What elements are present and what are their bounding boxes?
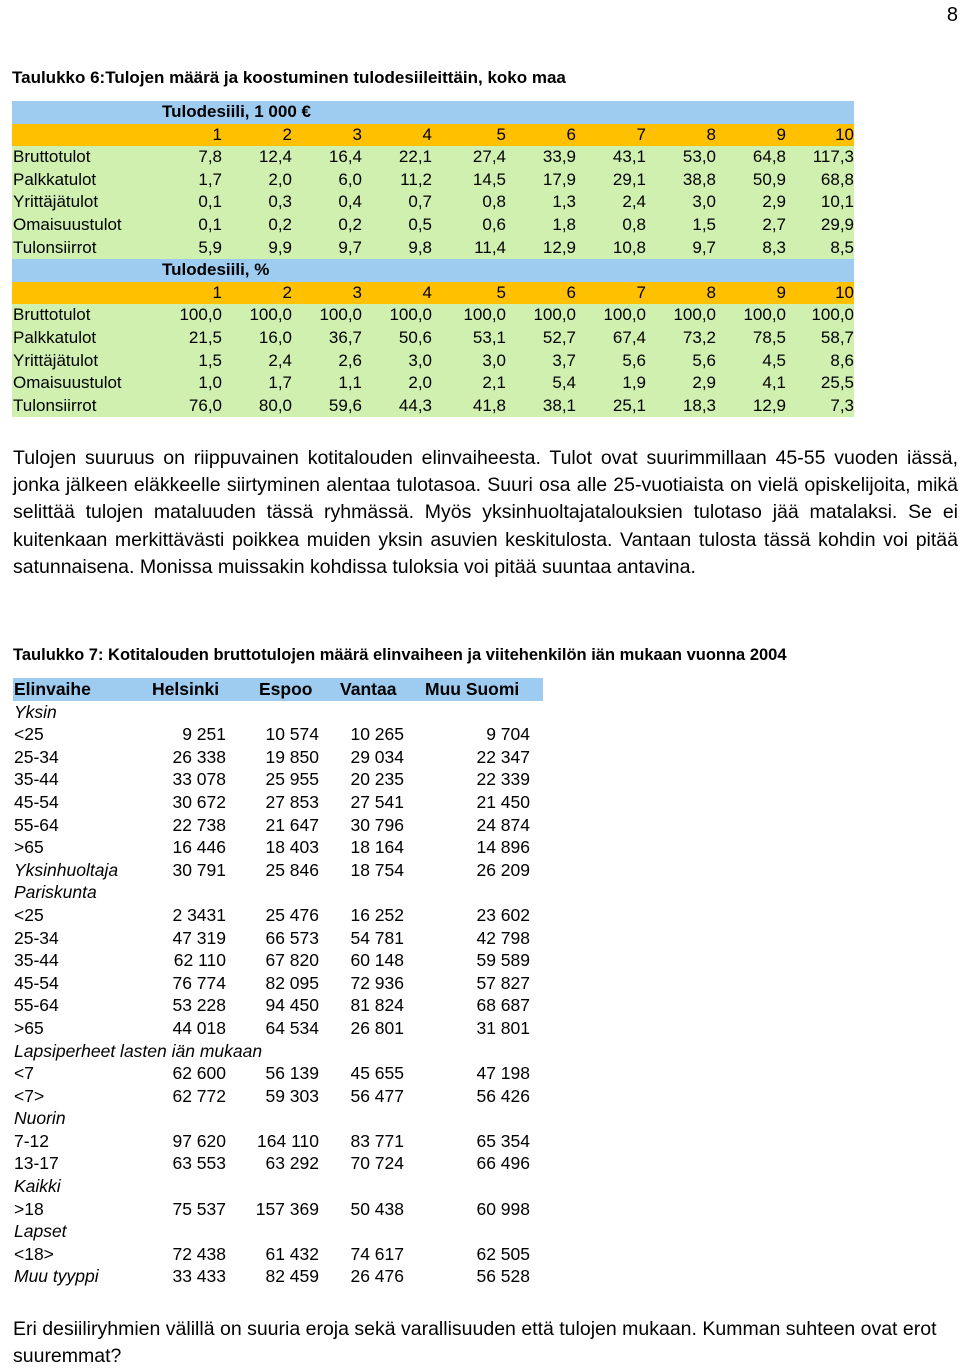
table-cell: 41,8	[472, 395, 506, 415]
table7-header-row	[13, 678, 543, 701]
table-cell: 29,9	[820, 214, 854, 234]
table-row	[12, 327, 854, 350]
table-cell: 27 541	[350, 791, 404, 812]
column-header: Elinvaihe	[14, 679, 91, 699]
table-row	[12, 350, 854, 373]
table-cell: 0,5	[408, 214, 432, 234]
table-cell: 9,7	[692, 237, 716, 257]
table-cell: 62 772	[172, 1085, 226, 1106]
column-header: Espoo	[259, 679, 313, 699]
table-cell: 2,0	[268, 169, 292, 189]
table-cell: 9 704	[486, 724, 530, 745]
row-label: >65	[14, 1017, 44, 1038]
table-cell: 0,3	[268, 192, 292, 212]
table-cell: 66 496	[476, 1153, 530, 1174]
row-label: 45-54	[14, 791, 59, 812]
row-label: Yrittäjätulot	[13, 350, 99, 370]
table-cell: 67 820	[265, 950, 319, 971]
table-cell: 44,3	[398, 395, 432, 415]
group-heading-row	[13, 1175, 543, 1198]
row-label: Yrittäjätulot	[13, 192, 99, 212]
table-cell: 23 602	[476, 904, 530, 925]
table-row	[13, 1152, 543, 1175]
table6	[12, 101, 854, 417]
table-row	[12, 304, 854, 327]
table-cell: 68 687	[476, 995, 530, 1016]
row-label: Omaisuustulot	[13, 214, 122, 234]
table-cell: 1,5	[692, 214, 716, 234]
row-label: Omaisuustulot	[13, 373, 122, 393]
table-cell: 1,0	[198, 373, 222, 393]
table-cell: 0,4	[338, 192, 362, 212]
table-cell: 2,4	[268, 350, 292, 370]
table-cell: 16 252	[350, 904, 404, 925]
table-cell: 0,1	[198, 214, 222, 234]
decile-number: 6	[566, 282, 576, 302]
table-row	[12, 395, 854, 418]
table-row	[13, 1243, 543, 1266]
row-label: Palkkatulot	[13, 169, 97, 189]
table-cell: 5,9	[198, 237, 222, 257]
decile-number: 3	[352, 124, 362, 144]
table-cell: 33 433	[172, 1266, 226, 1287]
body-paragraph: Tulojen suuruus on riippuvainen kotitalouden elinvaiheesta. Tulot ovat suurimmillaan 45-55 vuoden iässä, jonka jälkeen eläkkeelle siirtyminen alentaa tulotasoa. Suuri osa alle 25-vuotiaista on vielä opiskelijoita, mikä selittää tulojen mataluuden tässä ryhmässä. Myös yksinhuoltajatalouksien tulotaso jää matalaksi. Se ei kuitenkaan merkittävästi poikkea muiden yksin asuvien keskitulosta. Vantaan tulosta tässä kohdin voi pitää satunnaisena. Monissa muissakin kohdissa tuloksia voi pitää suuntaa antavina.	[13, 447, 958, 578]
table6-title: Taulukko 6:Tulojen määrä ja koostuminen tulodesiileittäin, koko maa	[12, 68, 566, 87]
page-number: 8	[946, 4, 958, 26]
row-label: Pariskunta	[14, 882, 97, 903]
table-cell: 94 450	[265, 995, 319, 1016]
row-label: 25-34	[14, 746, 59, 767]
decile-number: 1	[212, 282, 222, 302]
table-cell: 0,2	[338, 214, 362, 234]
question-text: Eri desiiliryhmien välillä on suuria eroja sekä varallisuuden että tulojen mukaan. Kumman suhteen ovat erot suuremmat?	[13, 1318, 937, 1368]
table-cell: 1,3	[552, 192, 576, 212]
table-row	[13, 768, 543, 791]
table-cell: 4,5	[762, 350, 786, 370]
decile-number: 6	[566, 124, 576, 144]
table-cell: 20 235	[350, 769, 404, 790]
table-cell: 0,2	[268, 214, 292, 234]
table-cell: 26 338	[172, 746, 226, 767]
table-cell: 62 110	[173, 950, 226, 971]
table-cell: 0,8	[622, 214, 646, 234]
decile-number: 10	[835, 282, 854, 302]
table-cell: 18 164	[350, 837, 404, 858]
table-cell: 50,6	[398, 327, 432, 347]
table-cell: 27,4	[472, 147, 506, 167]
table-cell: 7,3	[830, 395, 854, 415]
table-cell: 44 018	[172, 1017, 226, 1038]
table-cell: 11,4	[474, 237, 506, 257]
table-cell: 80,0	[258, 395, 292, 415]
table-row	[13, 904, 543, 927]
decile-number: 7	[636, 124, 646, 144]
decile-number: 2	[282, 124, 292, 144]
table7	[13, 678, 543, 1288]
table-cell: 5,4	[552, 373, 576, 393]
table-cell: 31 801	[476, 1017, 530, 1038]
table-row	[13, 836, 543, 859]
row-label: 35-44	[14, 769, 59, 790]
table-cell: 1,9	[622, 373, 646, 393]
row-label: <7>	[14, 1085, 45, 1106]
table-cell: 10 574	[265, 724, 319, 745]
table-cell: 2,7	[762, 214, 786, 234]
table-cell: 54 781	[350, 927, 404, 948]
table-cell: 81 824	[350, 995, 404, 1016]
table-row	[13, 1265, 543, 1288]
group-heading-row	[13, 701, 543, 724]
row-label: Muu tyyppi	[14, 1266, 99, 1287]
table-cell: 12,9	[542, 237, 576, 257]
table-cell: 72 936	[350, 972, 404, 993]
row-label: Bruttotulot	[13, 305, 91, 325]
decile-number: 8	[706, 124, 716, 144]
table-cell: 45 655	[350, 1063, 404, 1084]
table-cell: 9,8	[408, 237, 432, 257]
table-cell: 63 292	[265, 1153, 319, 1174]
table-cell: 2,9	[692, 373, 716, 393]
table-cell: 9,7	[338, 237, 362, 257]
table-cell: 60 148	[350, 950, 404, 971]
row-label: Lapsiperheet lasten iän mukaan	[14, 1040, 263, 1061]
decile-number-row	[12, 124, 854, 147]
table-cell: 22 347	[476, 746, 530, 767]
decile-number: 4	[422, 124, 432, 144]
table-cell: 21 647	[265, 814, 319, 835]
row-label: <18>	[14, 1243, 54, 1264]
section-heading-row	[12, 101, 854, 124]
column-header: Vantaa	[340, 679, 397, 699]
table-cell: 1,7	[268, 373, 292, 393]
row-label: >18	[14, 1198, 44, 1219]
table-cell: 61 432	[265, 1243, 319, 1264]
table-cell: 0,1	[198, 192, 222, 212]
table-cell: 157 369	[255, 1198, 319, 1219]
table-cell: 3,7	[552, 350, 576, 370]
table-row	[12, 372, 854, 395]
table-cell: 12,9	[752, 395, 786, 415]
table-cell: 47 319	[172, 927, 226, 948]
table-cell: 100,0	[743, 305, 786, 325]
table-cell: 117,3	[812, 147, 854, 167]
table-cell: 4,1	[762, 373, 786, 393]
table-cell: 66 573	[265, 927, 319, 948]
table-cell: 19 850	[265, 746, 319, 767]
table-cell: 17,9	[542, 169, 576, 189]
table-cell: 74 617	[350, 1243, 404, 1264]
table-cell: 2,4	[622, 192, 646, 212]
table-cell: 72 438	[172, 1243, 226, 1264]
table-cell: 3,0	[408, 350, 432, 370]
table-cell: 26 476	[350, 1266, 404, 1287]
row-label: 35-44	[14, 950, 59, 971]
row-label: 55-64	[14, 814, 59, 835]
row-label: Kaikki	[14, 1176, 61, 1197]
table-cell: 1,5	[198, 350, 222, 370]
section-heading: Tulodesiili, 1 000 €	[162, 102, 311, 121]
table-cell: 2,1	[482, 373, 506, 393]
table-cell: 47 198	[476, 1063, 530, 1084]
row-label: Lapset	[14, 1221, 67, 1242]
table-row	[13, 1062, 543, 1085]
section-heading-row	[12, 259, 854, 282]
table-cell: 78,5	[752, 327, 786, 347]
table-cell: 75 537	[172, 1198, 226, 1219]
table-cell: 100,0	[319, 305, 362, 325]
table-cell: 14 896	[476, 837, 530, 858]
table-cell: 73,2	[682, 327, 716, 347]
table-cell: 100,0	[603, 305, 646, 325]
table-cell: 164 110	[257, 1130, 319, 1151]
table-cell: 53,1	[472, 327, 506, 347]
table-cell: 50 438	[350, 1198, 404, 1219]
table-cell: 10 265	[350, 724, 404, 745]
table-cell: 64,8	[752, 147, 786, 167]
table-row	[12, 191, 854, 214]
table-cell: 38,8	[682, 169, 716, 189]
table-row	[12, 214, 854, 237]
row-label: 7-12	[14, 1130, 50, 1151]
table-cell: 59 303	[265, 1085, 319, 1106]
table-cell: 76 774	[172, 972, 226, 993]
table-cell: 33,9	[542, 147, 576, 167]
table-row	[13, 1130, 543, 1153]
table-cell: 0,6	[482, 214, 506, 234]
group-heading-row	[13, 1220, 543, 1243]
table-cell: 25,1	[612, 395, 646, 415]
table-cell: 56 139	[265, 1063, 319, 1084]
table-row	[13, 859, 543, 882]
decile-number: 5	[496, 124, 506, 144]
table-cell: 68,8	[820, 169, 854, 189]
table-cell: 70 724	[350, 1153, 404, 1174]
row-label: 13-17	[14, 1153, 59, 1174]
table-cell: 64 534	[265, 1017, 319, 1038]
table-cell: 82 459	[265, 1266, 319, 1287]
table-row	[12, 146, 854, 169]
table-cell: 58,7	[820, 327, 854, 347]
table-cell: 26 801	[350, 1017, 404, 1038]
table-cell: 18 403	[265, 837, 319, 858]
table-cell: 21,5	[188, 327, 222, 347]
table-cell: 100,0	[389, 305, 432, 325]
table-cell: 22 738	[172, 814, 226, 835]
table-cell: 3,0	[692, 192, 716, 212]
decile-number: 7	[636, 282, 646, 302]
table-cell: 6,0	[338, 169, 362, 189]
row-label: Tulonsiirrot	[13, 395, 97, 415]
table-cell: 82 095	[265, 972, 319, 993]
table-cell: 56 528	[476, 1266, 530, 1287]
column-header: Helsinki	[152, 679, 220, 699]
table-row	[13, 949, 543, 972]
table-cell: 1,7	[198, 169, 222, 189]
table-row	[13, 1085, 543, 1108]
table-cell: 100,0	[179, 305, 222, 325]
decile-number: 3	[352, 282, 362, 302]
table-cell: 38,1	[542, 395, 576, 415]
table-cell: 97 620	[172, 1130, 226, 1151]
row-label: 45-54	[14, 972, 59, 993]
table-cell: 18,3	[682, 395, 716, 415]
table-row	[13, 814, 543, 837]
table-row	[13, 1198, 543, 1221]
table-row	[13, 927, 543, 950]
decile-number: 5	[496, 282, 506, 302]
table-cell: 30 791	[172, 859, 226, 880]
row-label: Tulonsiirrot	[13, 237, 97, 257]
table-cell: 25 955	[265, 769, 319, 790]
table-cell: 21 450	[476, 791, 530, 812]
table-cell: 30 796	[350, 814, 404, 835]
group-heading-row	[13, 1107, 543, 1130]
table-cell: 26 209	[476, 859, 530, 880]
table-cell: 59,6	[328, 395, 362, 415]
table-cell: 5,6	[692, 350, 716, 370]
row-label: Yksin	[14, 701, 57, 722]
table-cell: 7,8	[198, 147, 222, 167]
table-cell: 100,0	[673, 305, 716, 325]
table-cell: 67,4	[612, 327, 646, 347]
row-label: <25	[14, 904, 44, 925]
table-cell: 5,6	[622, 350, 646, 370]
table-row	[13, 791, 543, 814]
table-cell: 63 553	[172, 1153, 226, 1174]
table-cell: 57 827	[476, 972, 530, 993]
table-cell: 2,9	[762, 192, 786, 212]
table-cell: 52,7	[542, 327, 576, 347]
table-row	[13, 972, 543, 995]
table-cell: 62 600	[172, 1063, 226, 1084]
table-cell: 8,5	[830, 237, 854, 257]
table-cell: 8,3	[762, 237, 786, 257]
decile-number-row	[12, 282, 854, 305]
row-label: <25	[14, 724, 44, 745]
table-cell: 100,0	[463, 305, 506, 325]
table-cell: 9,9	[268, 237, 292, 257]
table-cell: 8,6	[830, 350, 854, 370]
table-row	[13, 1017, 543, 1040]
row-label: 55-64	[14, 995, 59, 1016]
table-cell: 16,4	[328, 147, 362, 167]
table-cell: 22 339	[476, 769, 530, 790]
table-cell: 62 505	[476, 1243, 530, 1264]
row-label: Nuorin	[14, 1108, 66, 1129]
decile-number: 10	[835, 124, 854, 144]
table-cell: 24 874	[476, 814, 530, 835]
table-cell: 2,0	[408, 373, 432, 393]
table-cell: 14,5	[472, 169, 506, 189]
table-cell: 12,4	[258, 147, 292, 167]
table-cell: 43,1	[612, 147, 646, 167]
table-cell: 56 477	[350, 1085, 404, 1106]
group-heading-row	[13, 881, 543, 904]
decile-number: 1	[212, 124, 222, 144]
table-cell: 11,2	[400, 169, 432, 189]
table-cell: 2,6	[338, 350, 362, 370]
table-cell: 3,0	[482, 350, 506, 370]
table-cell: 36,7	[328, 327, 362, 347]
table-cell: 18 754	[350, 859, 404, 880]
row-label: Palkkatulot	[13, 327, 97, 347]
table-cell: 22,1	[398, 147, 432, 167]
table-row	[13, 746, 543, 769]
table-cell: 25,5	[820, 373, 854, 393]
row-label: Yksinhuoltaja	[14, 859, 119, 880]
table-row	[13, 994, 543, 1017]
row-label: Bruttotulot	[13, 147, 91, 167]
table-row	[12, 237, 854, 260]
decile-number: 9	[776, 124, 786, 144]
table-cell: 0,7	[408, 192, 432, 212]
column-header: Muu Suomi	[425, 679, 520, 699]
table-cell: 60 998	[476, 1198, 530, 1219]
decile-number: 9	[776, 282, 786, 302]
decile-number: 8	[706, 282, 716, 302]
table-cell: 30 672	[172, 791, 226, 812]
table-cell: 1,8	[552, 214, 576, 234]
table-cell: 9 251	[182, 724, 226, 745]
table-cell: 42 798	[476, 927, 530, 948]
table-cell: 27 853	[265, 791, 319, 812]
table-cell: 76,0	[188, 395, 222, 415]
decile-number: 4	[422, 282, 432, 302]
table-cell: 1,1	[338, 373, 362, 393]
table-cell: 100,0	[249, 305, 292, 325]
table7-title: Taulukko 7: Kotitalouden bruttotulojen määrä elinvaiheen ja viitehenkilön iän mukaan vuonna 2004	[13, 646, 787, 664]
table-cell: 25 476	[265, 904, 319, 925]
table-cell: 56 426	[476, 1085, 530, 1106]
row-label: 25-34	[14, 927, 59, 948]
table-row	[12, 169, 854, 192]
table-cell: 59 589	[476, 950, 530, 971]
table-cell: 10,1	[820, 192, 854, 212]
group-heading-row	[13, 1040, 543, 1063]
table-cell: 25 846	[265, 859, 319, 880]
table-cell: 16 446	[172, 837, 226, 858]
table-cell: 16,0	[258, 327, 292, 347]
table-cell: 29,1	[612, 169, 646, 189]
table-cell: 100,0	[811, 305, 854, 325]
table-cell: 100,0	[533, 305, 576, 325]
row-label: >65	[14, 837, 44, 858]
table-cell: 53,0	[682, 147, 716, 167]
table-cell: 33 078	[172, 769, 226, 790]
table-cell: 29 034	[350, 746, 404, 767]
table-cell: 10,8	[612, 237, 646, 257]
decile-number: 2	[282, 282, 292, 302]
table-cell: 0,8	[482, 192, 506, 212]
table-cell: 50,9	[752, 169, 786, 189]
section-heading: Tulodesiili, %	[162, 260, 270, 280]
table-cell: 53 228	[172, 995, 226, 1016]
table-row	[13, 723, 543, 746]
table-cell: 2 3431	[172, 904, 226, 925]
row-label: <7	[14, 1063, 34, 1084]
table-cell: 65 354	[476, 1130, 530, 1151]
table-cell: 83 771	[350, 1130, 404, 1151]
